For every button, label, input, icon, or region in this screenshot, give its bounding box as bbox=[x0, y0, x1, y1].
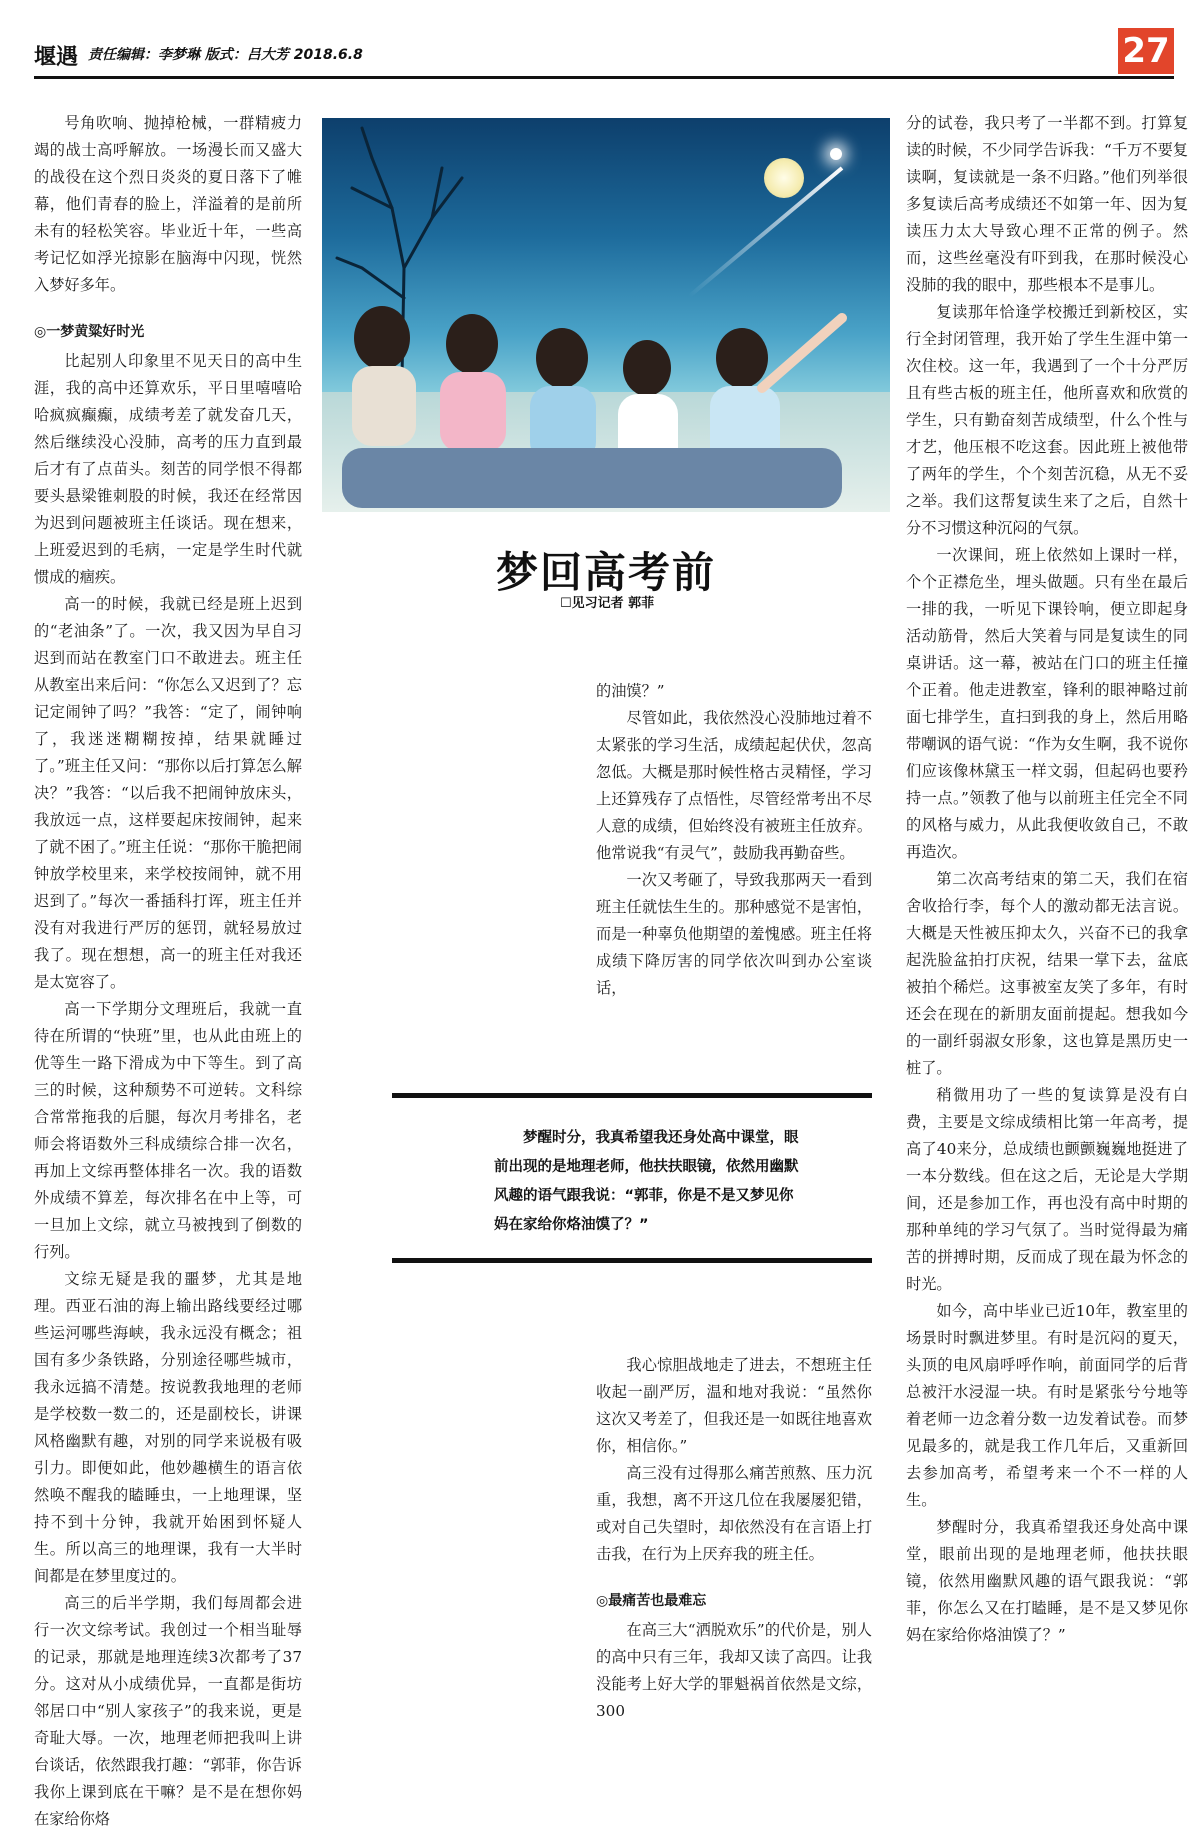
pull-quote: 梦醒时分，我真希望我还身处高中课堂，眼前出现的是地理老师，他扶扶眼镜，依然用幽默风趣的语气跟我说：“郭菲，你是不是又梦见你妈在家给你烙油馍了？” bbox=[494, 1130, 799, 1233]
paragraph: 号角吹响、抛掉枪械，一群精疲力竭的战士高呼解放。一场漫长而又盛大的战役在这个烈日炎炎的夏日落下了帷幕，他们青春的脸上，洋溢着的是前所未有的轻松笑容。毕业近十年，一些高考记忆如浮光掠影在脑海中闪现，恍然入梦好多年。 bbox=[34, 114, 302, 294]
paragraph: 分的试卷，我只考了一半都不到。打算复读的时候，不少同学告诉我：“千万不要复读啊，复读就是一条不归路。”他们列举很多复读后高考成绩还不如第一年、因为复读压力太大导致心理不正常的例子。然而，这些丝毫没有吓到我，在那时候没心没肺的我的眼中，那些根本不是事儿。 bbox=[906, 114, 1188, 294]
paragraph: 第二次高考结束的第二天，我们在宿舍收拾行李，每个人的激动都无法言说。大概是天性被压抑太久，兴奋不已的我拿起洗脸盆拍打庆祝，结果一掌下去，盆底被拍个稀烂。这事被室友笑了多年，有时还会在现在的新朋友面前提起。想我如今的一副纤弱淑女形象，这也算是黑历史一桩了。 bbox=[906, 870, 1188, 1077]
article-column-left bbox=[34, 110, 302, 1833]
paragraph: 稍微用功了一些的复读算是没有白费，主要是文综成绩相比第一年高考，提高了40来分，总成绩也颤颤巍巍地挺进了一本分数线。但在这之后，无论是大学期间，还是参加工作，再也没有高中时期的那种单纯的学习气氛了。当时觉得最为痛苦的拼搏时期，反而成了现在最为怀念的时光。 bbox=[906, 1086, 1188, 1293]
page-header bbox=[34, 31, 1174, 76]
article-photo bbox=[322, 118, 890, 512]
students-silhouette bbox=[322, 298, 890, 512]
article-title: 梦回高考前 bbox=[495, 548, 716, 597]
editor-credits: 责任编辑：李梦琳 版式：吕大芳 2018.6.8 bbox=[88, 47, 363, 63]
header-divider bbox=[34, 76, 1174, 79]
paragraph: 复读那年恰逢学校搬迁到新校区，实行全封闭管理，我开始了学生生涯中第一次住校。这一年，我遇到了一个十分严厉且有些古板的班主任，他所喜欢和欣赏的学生，只有勤奋刻苦成绩型，什么个性与才艺，他压根不吃这套。因此班上被他带了两年的学生，个个刻苦沉稳，从无不妥之举。我们这帮复读生来了之后，自然十分不习惯这种沉闷的气氛。 bbox=[906, 303, 1188, 537]
paragraph: 高三没有过得那么痛苦煎熬、压力沉重，我想，离不开这几位在我屡屡犯错，或对自己失望时，却依然没有在言语上打击我，在行为上厌弃我的班主任。 bbox=[596, 1464, 872, 1563]
moon bbox=[764, 158, 804, 198]
shooting-star bbox=[830, 148, 842, 160]
paragraph: 梦醒时分，我真希望我还身处高中课堂，眼前出现的是地理老师，他扶扶眼镜，依然用幽默风趣的语气跟我说：“郭菲，你怎么又在打瞌睡，是不是又梦见你妈在家给你烙油馍了？” bbox=[906, 1518, 1188, 1644]
section-subhead: ◎最痛苦也最难忘 bbox=[596, 1593, 707, 1609]
paragraph: 一次课间，班上依然如上课时一样，个个正襟危坐，埋头做题。只有坐在最后一排的我，一听见下课铃响，便立即起身活动筋骨，然后大笑着与同是复读生的同桌讲话。这一幕，被站在门口的班主任撞个正着。他走进教室，锋利的眼神略过前面七排学生，直扫到我的身上，然后用略带嘲讽的语气说：“作为女生啊，我不说你们应该像林黛玉一样文弱，但起码也要矜持一点。”领教了他与以前班主任完全不同的风格与威力，从此我便收敛自己，不敢再造次。 bbox=[906, 546, 1188, 861]
paragraph: 的油馍？” bbox=[596, 682, 665, 700]
paragraph: 比起别人印象里不见天日的高中生涯，我的高中还算欢乐，平日里嘻嘻哈哈疯疯癫癫，成绩考差了就发奋几天，然后继续没心没肺，高考的压力直到最后才有了点苗头。刻苦的同学恨不得都要头悬梁锥刺股的时候，我还在经常因为迟到问题被班主任谈话。现在想来，上班爱迟到的毛病，一定是学生时代就惯成的痼疾。 bbox=[34, 352, 302, 586]
article-column-right bbox=[906, 110, 1188, 1649]
quote-rule-bottom bbox=[392, 1258, 872, 1263]
paragraph: 我心惊胆战地走了进去，不想班主任收起一副严厉，温和地对我说：“虽然你这次又考差了，但我还是一如既往地喜欢你，相信你。” bbox=[596, 1356, 872, 1455]
quote-rule-top bbox=[392, 1093, 872, 1098]
section-subhead: ◎一梦黄粱好时光 bbox=[34, 324, 145, 340]
paragraph: 高一的时候，我就已经是班上迟到的“老油条”了。一次，我又因为早自习迟到而站在教室门口不敢进去。班主任从教室出来后问：“你怎么又迟到了？忘记定闹钟了吗？”我答：“定了，闹钟响了，我迷迷糊糊按掉，结果就睡过了。”班主任又问：“那你以后打算怎么解决？”我答：“以后我不把闹钟放床头，我放远一点，这样要起床按闹钟，起来了就不困了。”班主任说：“那你干脆把闹钟放学校里来，来学校按闹钟，就不用迟到了。”每次一番插科打诨，班主任并没有对我进行严厉的惩罚，就轻易放过我了。现在想想，高一的班主任对我还是太宽容了。 bbox=[34, 595, 302, 991]
byline: ☐见习记者 郭菲 bbox=[560, 596, 655, 611]
paragraph: 高一下学期分文理班后，我就一直待在所谓的“快班”里，也从此由班上的优等生一路下滑成为中下等生。到了高三的时候，这种颓势不可逆转。文科综合常常拖我的后腿，每次月考排名，老师会将语数外三科成绩综合排一次名，再加上文综再整体排名一次。我的语数外成绩不算差，每次排名在中上等，可一旦加上文综，就立马被拽到了倒数的行列。 bbox=[34, 1000, 302, 1261]
section-brand: 堰遇 bbox=[34, 45, 79, 70]
paragraph: 高三的后半学期，我们每周都会进行一次文综考试。我创过一个相当耻辱的记录，那就是地理连续3次都考了37分。这对从小成绩优异，一直都是街坊邻居口中“别人家孩子”的我来说，更是奇耻大辱。一次，地理老师把我叫上讲台谈话，依然跟我打趣：“郭菲，你告诉我你上课到底在干嘛？是不是在想你妈在家给你烙 bbox=[34, 1594, 302, 1828]
paragraph: 文综无疑是我的噩梦，尤其是地理。西亚石油的海上输出路线要经过哪些运河哪些海峡，我永远没有概念；祖国有多少条铁路，分别途径哪些城市，我永远搞不清楚。按说教我地理的老师是学校数一数二的，还是副校长，讲课风格幽默有趣，对别的同学来说极有吸引力。即便如此，他妙趣横生的语言依然唤不醒我的瞌睡虫，一上地理课，坚持不到十分钟，我就开始困到怀疑人生。所以高三的地理课，我有一大半时间都是在梦里度过的。 bbox=[34, 1270, 302, 1585]
paragraph: 在高三大“洒脱欢乐”的代价是，别人的高中只有三年，我却又读了高四。让我没能考上好大学的罪魁祸首依然是文综，300 bbox=[596, 1621, 872, 1720]
paragraph: 尽管如此，我依然没心没肺地过着不太紧张的学习生活，成绩起起伏伏，忽高忽低。大概是那时候性格古灵精怪，学习上还算残存了点悟性，尽管经常考出不尽人意的成绩，但始终没有被班主任放弃。他常说我“有灵气”，鼓励我再勤奋些。 bbox=[596, 709, 872, 862]
article-column-middle-bottom bbox=[596, 1352, 872, 1725]
page-number-badge: 27 bbox=[1118, 28, 1174, 74]
paragraph: 一次又考砸了，导致我那两天一看到班主任就怯生生的。那种感觉不是害怕，而是一种辜负他期望的羞愧感。班主任将成绩下降厉害的同学依次叫到办公室谈话， bbox=[596, 871, 872, 997]
article-column-middle-top bbox=[596, 678, 872, 1002]
paragraph: 如今，高中毕业已近10年，教室里的场景时时飘进梦里。有时是沉闷的夏天，头顶的电风扇呼呼作响，前面同学的后背总被汗水浸湿一块。有时是紧张兮兮地等着老师一边念着分数一边发着试卷。而梦见最多的，就是我工作几年后，又重新回去参加高考，希望考来一个不一样的人生。 bbox=[906, 1302, 1188, 1509]
